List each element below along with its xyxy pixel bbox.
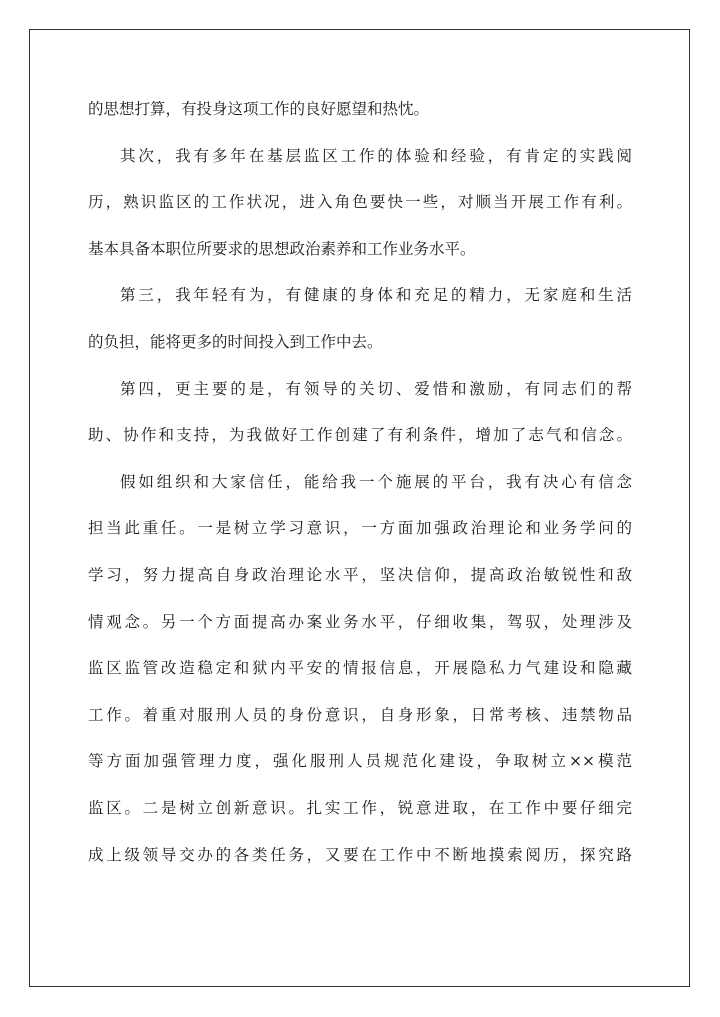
text-line: 工作。着重对服刑人员的身份意识，自身形象，日常考核、违禁物品	[88, 705, 632, 724]
text-line: 助、协作和支持，为我做好工作创建了有利条件，增加了志气和信念。	[88, 426, 632, 445]
text-line: 成上级领导交办的各类任务，又要在工作中不断地摸索阅历，探究路	[88, 845, 632, 864]
text-line: 基本具备本职位所要求的思想政治素养和工作业务水平。	[88, 239, 476, 258]
text-line: 第四，更主要的是，有领导的关切、爱惜和激励，有同志们的帮	[120, 379, 632, 398]
text-line: 第三，我年轻有为，有健康的身体和充足的精力，无家庭和生活	[120, 286, 632, 305]
text-line: 学习，努力提高自身政治理论水平，坚决信仰，提高政治敏锐性和敌	[88, 565, 632, 584]
document-body	[88, 92, 632, 884]
text-line: 假如组织和大家信任，能给我一个施展的平台，我有决心有信念	[120, 472, 632, 491]
text-line: 的负担，能将更多的时间投入到工作中去。	[88, 332, 383, 351]
text-line: 的思想打算，有投身这项工作的良好愿望和热忱。	[88, 100, 430, 118]
text-line: 历，熟识监区的工作状况，进入角色要快一些，对顺当开展工作有利。	[88, 193, 632, 212]
text-line: 等方面加强管理力度，强化服刑人员规范化建设，争取树立××模范	[88, 752, 632, 771]
text-line: 其次，我有多年在基层监区工作的体验和经验，有肯定的实践阅	[120, 146, 632, 165]
text-line: 担当此重任。一是树立学习意识，一方面加强政治理论和业务学问的	[88, 519, 632, 538]
text-line: 监区。二是树立创新意识。扎实工作，锐意进取，在工作中要仔细完	[88, 798, 632, 817]
text-line: 情观念。另一个方面提高办案业务水平，仔细收集，驾驭，处理涉及	[88, 612, 632, 631]
text-line: 监区监管改造稳定和狱内平安的情报信息，开展隐私力气建设和隐藏	[88, 659, 632, 678]
